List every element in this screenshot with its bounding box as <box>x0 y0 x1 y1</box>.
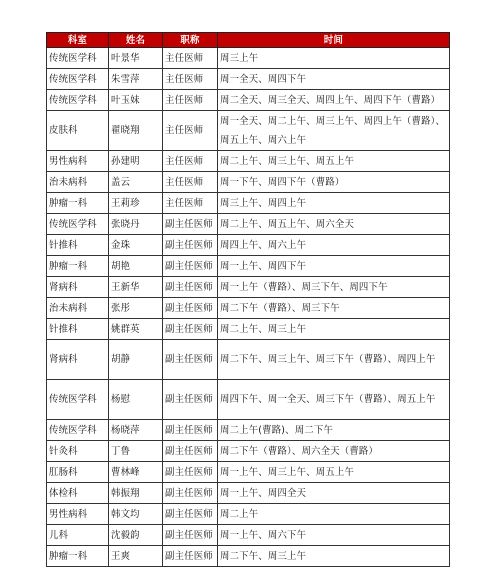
doctor-name-cell: 盖云 <box>109 172 163 193</box>
doctor-name-cell: 胡艳 <box>109 256 163 277</box>
doctor-name-cell: 王莉珍 <box>109 193 163 214</box>
title-cell: 副主任医师 <box>163 525 218 546</box>
title-cell: 副主任医师 <box>163 340 218 380</box>
column-header-name: 姓名 <box>109 33 163 48</box>
table-row <box>47 235 450 256</box>
doctor-name-cell: 韩振翔 <box>109 483 163 504</box>
doctor-name-cell: 叶玉妹 <box>109 90 163 111</box>
department-cell: 肿瘤一科 <box>47 546 109 567</box>
doctor-name-cell: 姚群英 <box>109 319 163 340</box>
time-cell: 周三上午 <box>218 48 450 69</box>
time-cell: 周二下午（曹路）、周三下午 <box>218 298 450 319</box>
title-cell: 副主任医师 <box>163 504 218 525</box>
time-cell: 周二下午（曹路）、周六全天（曹路） <box>218 441 450 462</box>
department-cell: 治未病科 <box>47 298 109 319</box>
time-cell: 周一上午、周四下午 <box>218 256 450 277</box>
department-cell: 肿瘤一科 <box>47 256 109 277</box>
title-cell: 主任医师 <box>163 151 218 172</box>
schedule-table <box>46 32 450 567</box>
table-row <box>47 462 450 483</box>
doctor-name-cell: 翟晓翔 <box>109 111 163 151</box>
title-cell: 主任医师 <box>163 172 218 193</box>
table-body <box>47 48 450 567</box>
time-cell: 周一上午、周六下午 <box>218 525 450 546</box>
title-cell: 副主任医师 <box>163 462 218 483</box>
department-cell: 针灸科 <box>47 441 109 462</box>
department-cell: 传统医学科 <box>47 420 109 441</box>
table-row <box>47 48 450 69</box>
title-cell: 副主任医师 <box>163 420 218 441</box>
title-cell: 主任医师 <box>163 69 218 90</box>
table-row <box>47 151 450 172</box>
table-row <box>47 193 450 214</box>
doctor-name-cell: 朱雪萍 <box>109 69 163 90</box>
title-cell: 副主任医师 <box>163 298 218 319</box>
title-cell: 主任医师 <box>163 48 218 69</box>
title-cell: 副主任医师 <box>163 483 218 504</box>
table-row <box>47 172 450 193</box>
doctor-name-cell: 韩文均 <box>109 504 163 525</box>
table-row <box>47 504 450 525</box>
doctor-name-cell: 杨晓萍 <box>109 420 163 441</box>
title-cell: 副主任医师 <box>163 319 218 340</box>
time-cell: 周一上午、周四全天 <box>218 483 450 504</box>
title-cell: 主任医师 <box>163 111 218 151</box>
doctor-name-cell: 王新华 <box>109 277 163 298</box>
table-row <box>47 319 450 340</box>
table-row <box>47 214 450 235</box>
doctor-name-cell: 金珠 <box>109 235 163 256</box>
time-cell: 周二上午、周三上午、周五上午 <box>218 151 450 172</box>
table-row <box>47 298 450 319</box>
department-cell: 体检科 <box>47 483 109 504</box>
time-cell: 周二下午、周三上午、周三下午（曹路）、周四上午 <box>218 340 450 380</box>
time-cell: 周二上午、周三上午 <box>218 319 450 340</box>
title-cell: 副主任医师 <box>163 256 218 277</box>
department-cell: 针推科 <box>47 319 109 340</box>
department-cell: 传统医学科 <box>47 380 109 420</box>
time-cell: 周一全天、周四下午 <box>218 69 450 90</box>
time-cell: 周二上午(曹路)、周二下午 <box>218 420 450 441</box>
department-cell: 传统医学科 <box>47 69 109 90</box>
title-cell: 主任医师 <box>163 193 218 214</box>
department-cell: 肿瘤一科 <box>47 193 109 214</box>
department-cell: 皮肤科 <box>47 111 109 151</box>
table-row <box>47 111 450 151</box>
doctor-name-cell: 张彤 <box>109 298 163 319</box>
time-cell: 周二全天、周三全天、周四上午、周四下午（曹路） <box>218 90 450 111</box>
title-cell: 主任医师 <box>163 90 218 111</box>
department-cell: 男性病科 <box>47 151 109 172</box>
time-cell: 周一上午（曹路）、周三下午、周四下午 <box>218 277 450 298</box>
time-cell: 周一下午、周四下午（曹路） <box>218 172 450 193</box>
table-row <box>47 441 450 462</box>
table-row <box>47 420 450 441</box>
doctor-name-cell: 叶景华 <box>109 48 163 69</box>
doctor-name-cell: 丁鲁 <box>109 441 163 462</box>
title-cell: 副主任医师 <box>163 380 218 420</box>
table-row <box>47 90 450 111</box>
time-cell: 周三上午、周四上午 <box>218 193 450 214</box>
doctor-name-cell: 胡静 <box>109 340 163 380</box>
table-row <box>47 256 450 277</box>
department-cell: 针推科 <box>47 235 109 256</box>
doctor-name-cell: 杨慰 <box>109 380 163 420</box>
table-row <box>47 380 450 420</box>
time-cell: 周二上午 <box>218 504 450 525</box>
title-cell: 副主任医师 <box>163 441 218 462</box>
time-cell: 周二上午、周五上午、周六全天 <box>218 214 450 235</box>
doctor-name-cell: 张晓丹 <box>109 214 163 235</box>
title-cell: 副主任医师 <box>163 235 218 256</box>
department-cell: 儿科 <box>47 525 109 546</box>
time-cell: 周二下午、周三上午 <box>218 546 450 567</box>
time-cell: 周四下午、周一全天、周三下午（曹路）、周五上午 <box>218 380 450 420</box>
table-row <box>47 277 450 298</box>
department-cell: 肾病科 <box>47 340 109 380</box>
table-header-row <box>47 33 450 48</box>
department-cell: 传统医学科 <box>47 90 109 111</box>
table-row <box>47 546 450 567</box>
department-cell: 治未病科 <box>47 172 109 193</box>
doctor-name-cell: 孙建明 <box>109 151 163 172</box>
time-cell: 周四上午、周六上午 <box>218 235 450 256</box>
title-cell: 副主任医师 <box>163 546 218 567</box>
department-cell: 男性病科 <box>47 504 109 525</box>
table-row <box>47 69 450 90</box>
time-cell: 周一全天、周二上午、周三上午、周四上午（曹路）、周五上午、周六上午 <box>218 111 450 151</box>
column-header-title: 职称 <box>163 33 218 48</box>
table-row <box>47 525 450 546</box>
department-cell: 肾病科 <box>47 277 109 298</box>
table-row <box>47 340 450 380</box>
doctor-name-cell: 沈毅韵 <box>109 525 163 546</box>
doctor-name-cell: 王爽 <box>109 546 163 567</box>
title-cell: 副主任医师 <box>163 214 218 235</box>
table-row <box>47 483 450 504</box>
department-cell: 传统医学科 <box>47 48 109 69</box>
department-cell: 传统医学科 <box>47 214 109 235</box>
department-cell: 肛肠科 <box>47 462 109 483</box>
column-header-time: 时间 <box>218 33 450 48</box>
title-cell: 副主任医师 <box>163 277 218 298</box>
column-header-department: 科室 <box>47 33 109 48</box>
time-cell: 周一上午、周三上午、周五上午 <box>218 462 450 483</box>
doctor-name-cell: 曹林峰 <box>109 462 163 483</box>
